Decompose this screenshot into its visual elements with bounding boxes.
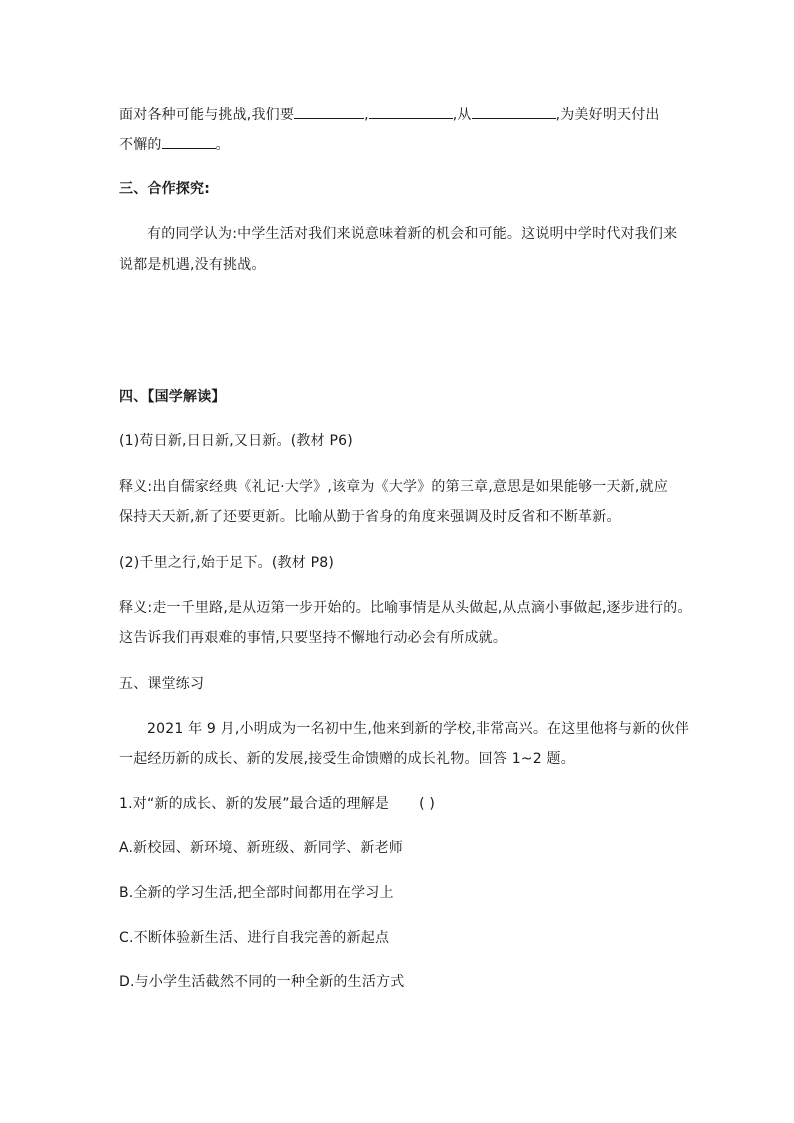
question-1-text: 1.对“新的成长、新的发展”最合适的理解是 bbox=[119, 796, 390, 812]
option-c[interactable]: C.不断体验新生活、进行自我完善的新起点 bbox=[119, 930, 390, 946]
fill-in-line2-suffix: 。 bbox=[215, 137, 230, 153]
fill-in-line2-prefix: 不懈的 bbox=[119, 137, 162, 153]
section4-item2-title: (2)千里之行,始于足下。(教材 P8) bbox=[119, 555, 335, 571]
section4-item2-expl-line-2: 这告诉我们再艰难的事情,只要坚持不懈地行动必会有所成就。 bbox=[119, 630, 508, 646]
section3-text-line-1: 有的同学认为:中学生活对我们来说意味着新的机会和可能。这说明中学时代对我们来 bbox=[147, 226, 678, 242]
option-d[interactable]: D.与小学生活截然不同的一种全新的生活方式 bbox=[119, 974, 405, 990]
question-1 bbox=[119, 794, 435, 814]
section4-item1-title: (1)苟日新,日日新,又日新。(教材 P6) bbox=[119, 433, 353, 449]
answer-blank-2[interactable] bbox=[369, 104, 453, 119]
fill-in-line-2 bbox=[119, 134, 230, 155]
fill-in-text-2: ,为美好明天付出 bbox=[555, 107, 660, 123]
section4-heading: 四、【国学解读】 bbox=[119, 389, 226, 405]
section5-intro-line-1: 2021 年 9 月,小明成为一名初中生,他来到新的学校,非常高兴。在这里他将与新的伙伴 bbox=[147, 721, 690, 737]
section5-heading: 五、课堂练习 bbox=[119, 676, 205, 692]
answer-blank-3[interactable] bbox=[472, 104, 556, 119]
question-1-answer-bracket[interactable]: ( ) bbox=[419, 796, 436, 812]
option-a[interactable]: A.新校园、新环境、新班级、新同学、新老师 bbox=[119, 840, 403, 856]
option-b[interactable]: B.全新的学习生活,把全部时间都用在学习上 bbox=[119, 885, 394, 901]
answer-blank-1[interactable] bbox=[294, 104, 364, 119]
fill-in-text-1: 面对各种可能与挑战,我们要 bbox=[119, 107, 295, 123]
section3-heading: 三、合作探究: bbox=[119, 181, 210, 197]
section4-item1-expl-line-1: 释义:出自儒家经典《礼记·大学》,该章为《大学》的第三章,意思是如果能够一天新,就应 bbox=[119, 479, 668, 495]
answer-blank-4[interactable] bbox=[162, 134, 216, 149]
fill-in-sep-2: ,从 bbox=[452, 107, 472, 123]
fill-in-sep-1: , bbox=[364, 107, 369, 123]
section3-text-line-2: 说都是机遇,没有挑战。 bbox=[119, 257, 266, 273]
fill-in-line-1 bbox=[119, 104, 660, 125]
section4-item2-expl-line-1: 释义:走一千里路,是从迈第一步开始的。比喻事情是从头做起,从点滴小事做起,逐步进行的。 bbox=[119, 600, 692, 616]
section5-intro-line-2: 一起经历新的成长、新的发展,接受生命馈赠的成长礼物。回答 1~2 题。 bbox=[119, 751, 575, 767]
section4-item1-expl-line-2: 保持天天新,新了还要更新。比喻从勤于省身的角度来强调及时反省和不断革新。 bbox=[119, 509, 621, 525]
